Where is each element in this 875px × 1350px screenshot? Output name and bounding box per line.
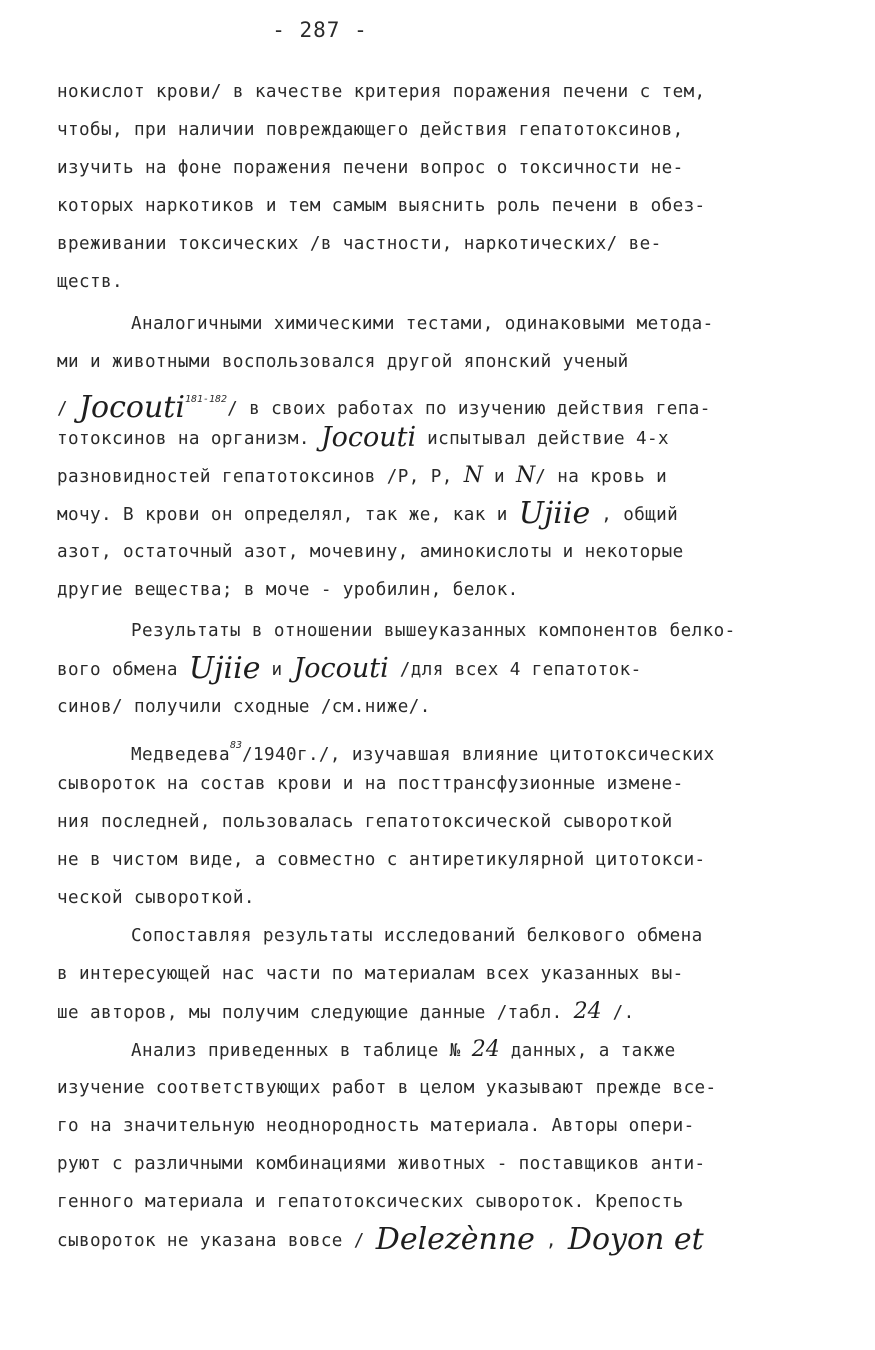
handwritten-name: Ujiie [188, 651, 261, 686]
text-line [57, 540, 684, 564]
text-segment: чтобы, при наличии повреждающего действия гепатотоксинов, [57, 120, 684, 140]
text-segment: нокислот крови/ в качестве критерия поражения печени с тем, [57, 82, 706, 102]
text-segment: вого обмена [57, 660, 189, 680]
handwritten-name: Jocouti [320, 422, 417, 453]
text-segment: , [534, 1231, 568, 1251]
text-line [57, 496, 679, 531]
handwritten-name: Jocouti [293, 653, 389, 684]
text-line [57, 1190, 684, 1214]
handwritten-name: Delezènne [375, 1222, 535, 1257]
text-segment: ния последней, пользовалась гепатотоксической сывороткой [57, 812, 673, 832]
text-segment: / [57, 399, 79, 419]
text-segment: /для всех 4 гепатоток- [388, 660, 642, 680]
text-line [57, 695, 431, 719]
text-segment: руют с различными комбинациями животных - поставщиков анти- [57, 1154, 706, 1174]
reference-superscript: 181-182 [184, 394, 228, 405]
handwritten-name: Ujiie [518, 496, 591, 531]
text-line [57, 422, 669, 453]
text-segment: не в чистом виде, а совместно с антиретикулярной цитотокси- [57, 850, 706, 870]
text-segment: /. [601, 1003, 635, 1023]
text-segment: , общий [590, 505, 679, 525]
text-segment: ческой сывороткой. [57, 888, 255, 908]
text-segment: Результаты в отношении вышеуказанных компонентов белко- [131, 621, 736, 641]
text-segment: данных, а также [499, 1041, 676, 1061]
text-line [57, 388, 711, 425]
text-segment: разновидностей гепатотоксинов /P, P [57, 467, 442, 487]
handwritten-symbol: N [463, 463, 483, 488]
text-segment: /1940г./, изучавшая влияние цитотоксических [241, 745, 715, 765]
text-segment: азот, остаточный азот, мочевину, аминокислоты и некоторые [57, 542, 684, 562]
text-line [57, 464, 667, 489]
text-line [57, 651, 642, 686]
text-line [57, 232, 662, 256]
text-segment: в интересующей нас части по материалам всех указанных вы- [57, 964, 684, 984]
text-segment: Анализ приведенных в таблице № [131, 1041, 472, 1061]
text-line [57, 118, 684, 142]
text-segment: Сопоставляя результаты исследований белкового обмена [131, 926, 703, 946]
text-line [57, 1076, 717, 1100]
text-segment: тотоксинов на организм. [57, 429, 321, 449]
text-segment: синов/ получили сходные /см.ниже/. [57, 697, 431, 717]
reference-superscript: 83 [229, 740, 242, 751]
text-segment: / в своих работах по изучению действия гепа- [227, 399, 711, 419]
handwritten-name: Doyon et [567, 1222, 704, 1257]
text-segment: испытывал действие 4-х [416, 429, 669, 449]
text-line [57, 1000, 635, 1025]
text-line [57, 578, 519, 602]
text-line [57, 156, 684, 180]
text-line [57, 194, 706, 218]
handwritten-table-number: 24 [573, 999, 602, 1024]
text-line [131, 619, 736, 643]
text-line [57, 886, 255, 910]
text-segment: ше авторов, мы получим следующие данные /табл. [57, 1003, 574, 1023]
text-segment: другие вещества; в моче - уробилин, белок. [57, 580, 519, 600]
text-segment: и [482, 467, 516, 487]
text-line [57, 270, 123, 294]
text-segment: Аналогичными химическими тестами, одинаковыми метода- [131, 314, 714, 334]
text-line [131, 1038, 676, 1063]
text-segment: сывороток не указана вовсе / [57, 1231, 376, 1251]
text-line [131, 924, 703, 948]
text-line [57, 962, 684, 986]
text-segment: го на значительную неоднородность материала. Авторы опери- [57, 1116, 695, 1136]
text-line [57, 80, 706, 104]
text-segment: Медведева [131, 745, 230, 765]
handwritten-table-number: 24 [471, 1037, 500, 1062]
text-line [131, 312, 714, 336]
text-segment: / на кровь и [535, 467, 668, 487]
handwritten-name: Jocouti [79, 390, 185, 425]
text-line [57, 1114, 695, 1138]
text-segment: генного материала и гепатотоксических сывороток. Крепость [57, 1192, 684, 1212]
text-segment: вреживании токсических /в частности, наркотических/ ве- [57, 234, 662, 254]
text-segment: изучить на фоне поражения печени вопрос о токсичности не- [57, 158, 684, 178]
text-segment: ществ. [57, 272, 123, 292]
text-line [57, 1222, 704, 1257]
text-line [57, 1152, 706, 1176]
text-segment: которых наркотиков и тем самым выяснить роль печени в обез- [57, 196, 706, 216]
text-line [57, 848, 706, 872]
handwritten-symbol: N [515, 463, 536, 488]
text-line [131, 734, 715, 767]
text-segment: , [441, 467, 464, 487]
page-number: - 287 - [272, 18, 368, 42]
text-segment: изучение соответствующих работ в целом указывают прежде все- [57, 1078, 717, 1098]
text-segment: сывороток на состав крови и на посттрансфузионные измене- [57, 774, 684, 794]
text-line [57, 350, 629, 374]
text-segment: мочу. В крови он определял, так же, как и [57, 505, 519, 525]
text-line [57, 772, 684, 796]
text-segment: и [260, 660, 294, 680]
text-line [57, 810, 673, 834]
text-segment: ми и животными воспользовался другой японский ученый [57, 352, 629, 372]
